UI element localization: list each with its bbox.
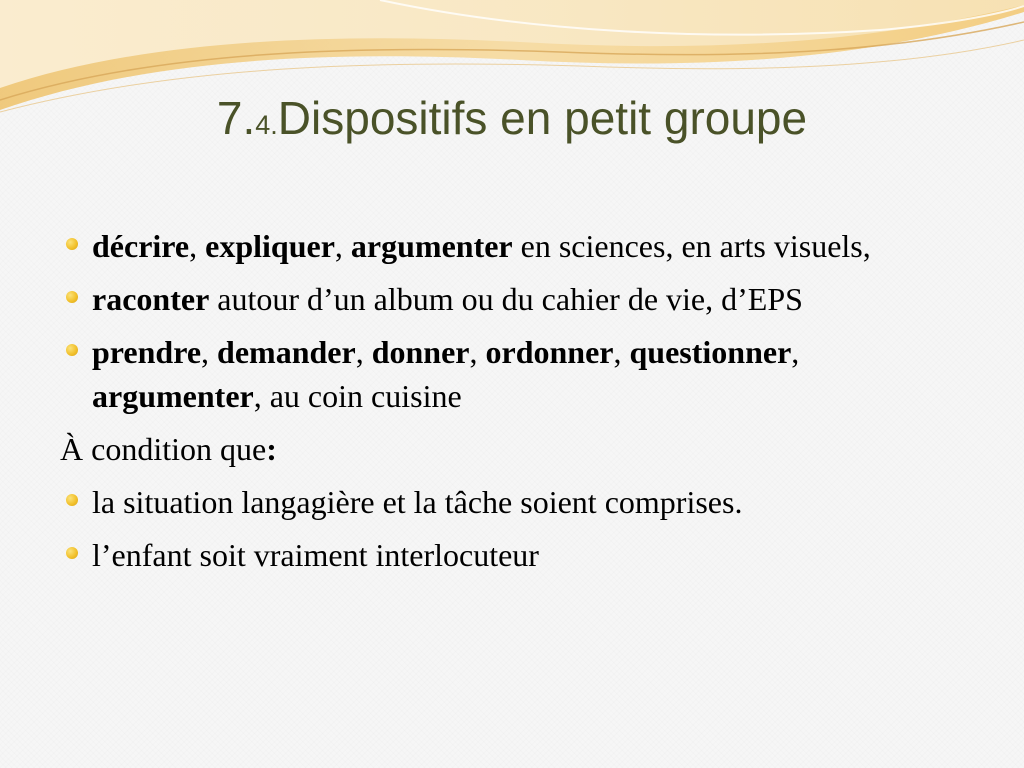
bold-text: prendre [92,334,202,370]
text-run: , [791,334,800,370]
text-run: , [334,228,351,264]
bullet-item [60,277,970,321]
slide-title [0,88,1024,155]
bold-text: argumenter [92,378,254,414]
title-main-number: 7. [216,92,256,144]
text-run: , [469,334,486,370]
bullet-dot-icon [66,238,78,250]
bold-text: questionner [629,334,792,370]
bullet-item [60,224,970,268]
text-run: , [189,228,206,264]
bold-text: demander [217,334,356,370]
bold-text: donner [371,334,470,370]
text-run: , au coin cuisine [253,378,462,414]
bullet-item [60,330,970,418]
bold-text: argumenter [350,228,513,264]
title-text: Dispositifs en petit groupe [277,92,808,144]
slide-content [60,224,970,586]
bold-text: ordonner [485,334,614,370]
bold-text: : [266,431,277,467]
bold-text: expliquer [205,228,335,264]
text-run: , [355,334,372,370]
paragraph-text [60,427,970,471]
bold-text: raconter [92,281,210,317]
bullet-dot-icon [66,494,78,506]
bullet-dot-icon [66,291,78,303]
bullet-item [60,480,970,524]
text-run: , [613,334,630,370]
bullet-dot-icon [66,344,78,356]
title-sub-number: 4. [255,110,278,140]
text-run: la situation langagière et la tâche soient comprises. [92,484,743,520]
bold-text: décrire [92,228,190,264]
text-run: À condition que [60,431,267,467]
bullet-dot-icon [66,547,78,559]
text-run: , [201,334,218,370]
text-run: autour d’un album ou du cahier de vie, d’EPS [209,281,803,317]
text-run: en sciences, en arts visuels, [512,228,871,264]
text-run: l’enfant soit vraiment interlocuteur [92,537,539,573]
bullet-item [60,533,970,577]
